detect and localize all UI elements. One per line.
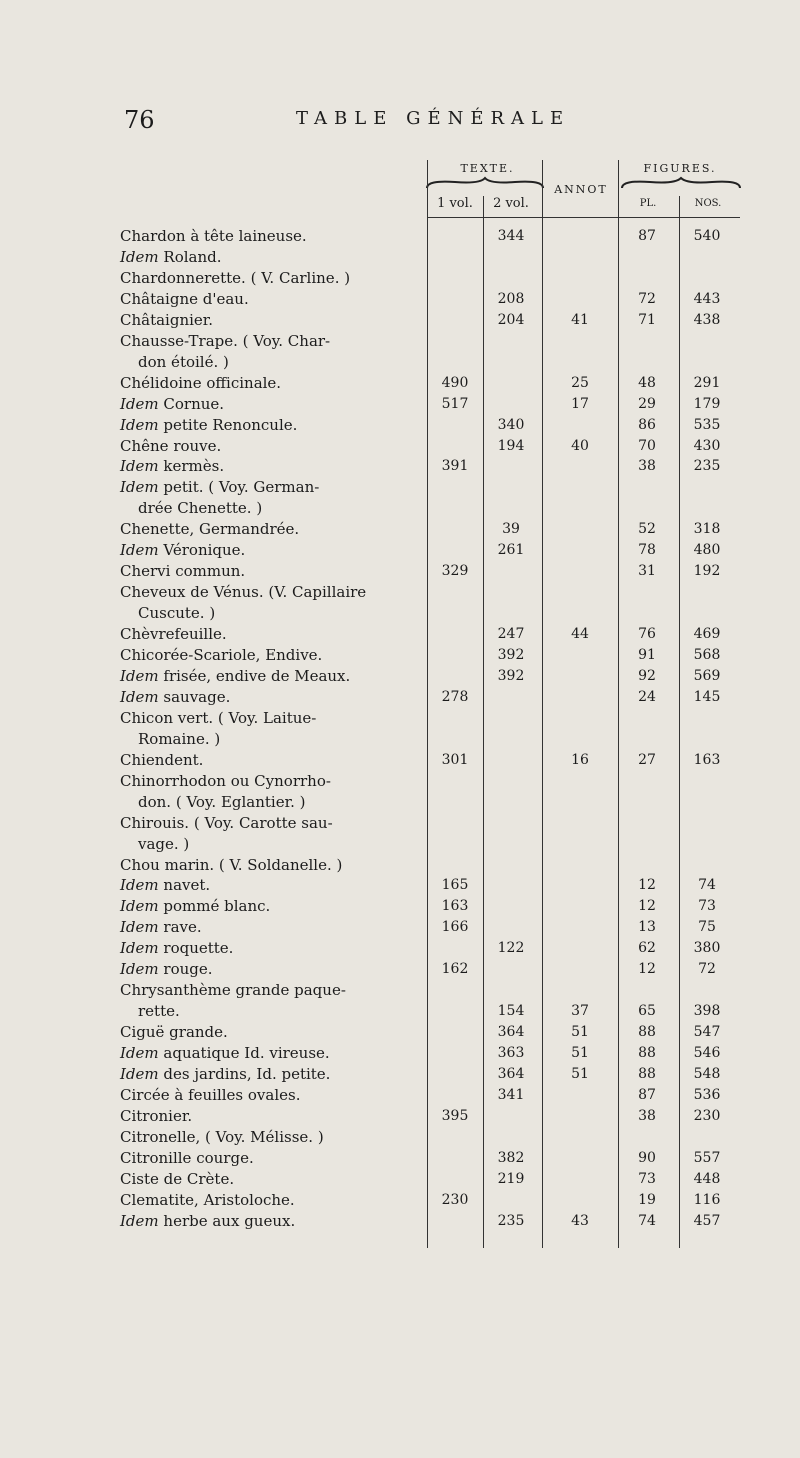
cell-v1: 230 [441, 1191, 469, 1208]
cell-no: 291 [693, 374, 721, 391]
idem-label: Idem [120, 897, 159, 916]
entry-label: Romaine. ) [138, 729, 221, 748]
index-entry [120, 268, 420, 288]
cell-v2: 247 [497, 626, 525, 643]
cell-no: 480 [693, 542, 721, 559]
cell-v2: 39 [502, 521, 520, 538]
cell-pl: 48 [638, 374, 656, 391]
header-figures: FIGURES. [643, 162, 717, 175]
entry-label: Cuscute. ) [138, 604, 216, 623]
cell-v2: 194 [497, 437, 525, 454]
cell-annot: 51 [571, 1045, 589, 1062]
index-entry [138, 792, 438, 812]
index-entry [120, 540, 420, 560]
cell-v2: 219 [497, 1170, 525, 1187]
idem-label: Idem [120, 457, 159, 476]
cell-v2: 392 [497, 647, 525, 663]
entry-label: Circée à feuilles ovales. [120, 1085, 301, 1104]
cell-v1: 278 [441, 688, 469, 705]
entry-label: Chiendent. [120, 750, 204, 769]
cell-no: 548 [693, 1066, 721, 1082]
idem-label: Idem [120, 960, 159, 979]
entry-label: rouge. [158, 960, 213, 979]
column-rule [483, 196, 484, 1248]
entry-label: Chou marin. ( V. Soldanelle. ) [120, 855, 343, 874]
entry-label: Véronique. [158, 541, 246, 560]
idem-label: Idem [120, 1065, 159, 1083]
cell-pl: 87 [638, 228, 656, 244]
cell-pl: 12 [638, 961, 656, 978]
cell-no: 380 [693, 940, 721, 957]
cell-pl: 74 [638, 1212, 656, 1229]
entry-label: Chardon à tête laineuse. [120, 227, 307, 245]
cell-v1: 166 [441, 919, 469, 936]
index-entry [120, 1043, 420, 1063]
index-entry [120, 582, 420, 602]
cell-no: 116 [693, 1191, 721, 1208]
cell-v2: 344 [497, 228, 525, 244]
index-entry [138, 352, 438, 372]
cell-no: 75 [698, 919, 716, 936]
cell-no: 318 [693, 521, 721, 538]
cell-no: 547 [693, 1024, 721, 1041]
cell-v2: 364 [497, 1066, 525, 1082]
entry-label: Cheveux de Vénus. (V. Capillaire [120, 583, 367, 602]
index-entry [120, 561, 420, 581]
column-rule [542, 160, 543, 1248]
entry-label: navet. [158, 876, 211, 895]
index-entry [120, 310, 420, 330]
idem-label: Idem [120, 666, 159, 685]
index-entry [120, 855, 420, 875]
cell-no: 72 [698, 961, 716, 978]
cell-annot: 16 [571, 751, 589, 768]
idem-label: Idem [120, 415, 159, 434]
entry-label: sauvage. [158, 687, 231, 706]
cell-v1: 165 [441, 877, 469, 894]
index-entry [120, 959, 420, 979]
cell-no: 536 [693, 1086, 721, 1103]
index-entry [120, 1022, 420, 1042]
cell-annot: 44 [571, 626, 589, 643]
cell-v2: 341 [497, 1086, 525, 1103]
entry-label: Châtaigne d'eau. [120, 289, 249, 308]
header-annot: ANNOT [554, 183, 608, 196]
idem-label: Idem [120, 247, 159, 266]
cell-no: 235 [693, 458, 721, 475]
index-entry [120, 666, 420, 686]
idem-label: Idem [120, 1044, 159, 1063]
cell-annot: 41 [571, 311, 589, 328]
cell-pl: 12 [638, 898, 656, 915]
cell-pl: 12 [638, 877, 656, 894]
cell-pl: 91 [638, 647, 656, 663]
cell-no: 430 [693, 437, 721, 454]
cell-annot: 51 [571, 1024, 589, 1041]
cell-pl: 72 [638, 290, 656, 307]
cell-pl: 24 [638, 688, 656, 705]
cell-no: 469 [693, 626, 721, 643]
entry-label: don. ( Voy. Eglantier. ) [138, 792, 306, 811]
index-entry [120, 1064, 420, 1084]
cell-v2: 235 [497, 1212, 525, 1229]
entry-label: aquatique Id. vireuse. [158, 1044, 330, 1063]
index-entry [120, 1148, 420, 1168]
index-entry [120, 415, 420, 435]
cell-pl: 87 [638, 1086, 656, 1103]
entry-label: herbe aux gueux. [158, 1211, 296, 1230]
cell-pl: 38 [638, 458, 656, 475]
cell-v1: 163 [441, 898, 469, 915]
index-entry [120, 1211, 420, 1231]
column-rule [618, 160, 619, 1248]
cell-no: 569 [693, 667, 721, 684]
cell-pl: 78 [638, 542, 656, 559]
cell-v1: 162 [441, 961, 469, 978]
cell-pl: 76 [638, 626, 656, 643]
cell-no: 546 [693, 1045, 721, 1062]
cell-no: 443 [693, 290, 721, 307]
cell-v2: 204 [497, 311, 525, 328]
cell-v1: 301 [441, 751, 469, 768]
cell-pl: 62 [638, 940, 656, 957]
cell-v2: 392 [497, 667, 525, 684]
cell-pl: 92 [638, 667, 656, 684]
index-entry [138, 729, 438, 749]
cell-annot: 40 [571, 437, 589, 454]
cell-pl: 73 [638, 1170, 656, 1187]
entry-label: don étoilé. ) [138, 352, 229, 371]
entry-label: petite Renoncule. [158, 415, 298, 434]
index-entry [120, 687, 420, 707]
idem-label: Idem [120, 541, 159, 560]
column-rule [427, 160, 428, 1248]
entry-label: Cornue. [158, 394, 225, 413]
cell-annot: 37 [571, 1003, 589, 1020]
cell-no: 74 [698, 877, 716, 894]
index-entry [120, 456, 420, 476]
index-entry [120, 519, 420, 539]
entry-label: Chicon vert. ( Voy. Laitue- [120, 708, 317, 727]
entry-label: Citronille courge. [120, 1148, 254, 1167]
entry-label: Clematite, Aristoloche. [120, 1190, 295, 1209]
idem-label: Idem [120, 1211, 159, 1230]
index-entry [120, 373, 420, 393]
cell-pl: 90 [638, 1149, 656, 1166]
cell-v1: 490 [441, 374, 469, 391]
cell-no: 192 [693, 563, 721, 580]
index-entry [120, 394, 420, 414]
idem-label: Idem [120, 939, 159, 958]
idem-label: Idem [120, 687, 159, 706]
cell-no: 438 [693, 311, 721, 328]
running-head: TABLE GÉNÉRALE [296, 108, 571, 129]
index-entry [120, 645, 420, 665]
cell-no: 568 [693, 647, 721, 663]
cell-no: 540 [693, 228, 721, 244]
index-entry [120, 980, 420, 1000]
index-entry [120, 1085, 420, 1105]
entry-label: Chicorée-Scariole, Endive. [120, 646, 323, 664]
cell-v2: 122 [497, 940, 525, 957]
index-entry [120, 477, 420, 497]
index-entry [120, 938, 420, 958]
entry-label: Chêne rouve. [120, 436, 222, 455]
brace-figures [620, 176, 742, 190]
entry-label: Ciste de Crète. [120, 1169, 235, 1188]
idem-label: Idem [120, 478, 159, 497]
index-entry [120, 813, 420, 833]
entry-label: Chirouis. ( Voy. Carotte sau- [120, 813, 333, 832]
header-pl: PL. [639, 198, 657, 209]
entry-label: roquette. [158, 939, 234, 958]
cell-no: 73 [698, 898, 716, 915]
index-entry [120, 917, 420, 937]
entry-label: vage. ) [138, 834, 190, 853]
cell-v1: 391 [441, 458, 469, 475]
index-entry [120, 1106, 420, 1126]
entry-label: Ciguë grande. [120, 1023, 228, 1042]
entry-label: Chausse-Trape. ( Voy. Char- [120, 331, 331, 350]
cell-pl: 70 [638, 437, 656, 454]
cell-v2: 382 [497, 1149, 525, 1166]
cell-annot: 43 [571, 1212, 589, 1229]
index-entry [120, 1190, 420, 1210]
column-rule [679, 196, 680, 1248]
cell-pl: 29 [638, 395, 656, 412]
cell-pl: 86 [638, 416, 656, 433]
index-entry [120, 226, 420, 246]
entry-label: Citronier. [120, 1106, 193, 1125]
cell-no: 557 [693, 1149, 721, 1166]
index-entry [120, 708, 420, 728]
index-entry [120, 750, 420, 770]
index-entry [120, 875, 420, 895]
cell-no: 535 [693, 416, 721, 433]
entry-label: kermès. [158, 457, 225, 476]
index-entry [138, 603, 438, 623]
entry-label: Chèvrefeuille. [120, 625, 227, 644]
cell-annot: 17 [571, 395, 589, 412]
index-entry [120, 436, 420, 456]
index-entry [120, 771, 420, 791]
index-entry [120, 1169, 420, 1189]
header-nos: NOS. [694, 198, 722, 209]
cell-pl: 65 [638, 1003, 656, 1020]
idem-label: Idem [120, 394, 159, 413]
index-entry [138, 1001, 438, 1021]
cell-v2: 154 [497, 1003, 525, 1020]
cell-annot: 25 [571, 374, 589, 391]
cell-v2: 364 [497, 1024, 525, 1041]
page-number: 76 [124, 106, 155, 134]
idem-label: Idem [120, 876, 159, 895]
header-underline [428, 217, 740, 218]
cell-pl: 13 [638, 919, 656, 936]
entry-label: Chinorrhodon ou Cynorrho- [120, 771, 331, 790]
cell-pl: 88 [638, 1024, 656, 1041]
cell-v2: 340 [497, 416, 525, 433]
cell-no: 448 [693, 1170, 721, 1187]
entry-label: drée Chenette. ) [138, 499, 263, 518]
cell-v1: 329 [441, 563, 469, 580]
entry-label: Chardonnerette. ( V. Carline. ) [120, 268, 351, 287]
cell-v2: 363 [497, 1045, 525, 1062]
index-entry [120, 289, 420, 309]
index-entry [120, 624, 420, 644]
entry-label: pommé blanc. [158, 897, 271, 916]
cell-pl: 31 [638, 563, 656, 580]
cell-pl: 27 [638, 751, 656, 768]
entry-label: Chrysanthème grande paque- [120, 981, 346, 1000]
cell-no: 179 [693, 395, 721, 412]
cell-annot: 51 [571, 1066, 589, 1082]
cell-pl: 88 [638, 1045, 656, 1062]
header-texte: TEXTE. [460, 162, 515, 175]
index-entry [138, 498, 438, 518]
index-entry [120, 331, 420, 351]
cell-no: 163 [693, 751, 721, 768]
cell-no: 398 [693, 1003, 721, 1020]
entry-label: Citronelle, ( Voy. Mélisse. ) [120, 1127, 324, 1146]
brace-texte [425, 176, 545, 190]
index-entry [120, 1127, 420, 1147]
cell-v2: 261 [497, 542, 525, 559]
cell-v1: 517 [441, 395, 469, 412]
idem-label: Idem [120, 918, 159, 937]
header-vol2: 2 vol. [493, 196, 529, 211]
cell-v2: 208 [497, 290, 525, 307]
cell-pl: 38 [638, 1107, 656, 1124]
cell-pl: 19 [638, 1191, 656, 1208]
entry-label: rave. [158, 918, 202, 937]
cell-pl: 71 [638, 311, 656, 328]
header-vol1: 1 vol. [437, 196, 473, 211]
entry-label: frisée, endive de Meaux. [158, 666, 351, 685]
cell-v1: 395 [441, 1107, 469, 1124]
index-entry [120, 896, 420, 916]
entry-label: Chélidoine officinale. [120, 373, 282, 392]
entry-label: petit. ( Voy. German- [158, 478, 320, 497]
index-entry [138, 834, 438, 854]
cell-no: 457 [693, 1212, 721, 1229]
entry-label: Châtaignier. [120, 310, 214, 329]
entry-label: rette. [138, 1002, 180, 1021]
entry-label: Chervi commun. [120, 562, 246, 581]
cell-pl: 52 [638, 521, 656, 538]
cell-no: 145 [693, 688, 721, 705]
cell-pl: 88 [638, 1066, 656, 1082]
entry-label: Chenette, Germandrée. [120, 520, 300, 539]
entry-label: des jardins, Id. petite. [158, 1065, 331, 1083]
index-entry [120, 247, 420, 267]
cell-no: 230 [693, 1107, 721, 1124]
entry-label: Roland. [158, 247, 222, 266]
